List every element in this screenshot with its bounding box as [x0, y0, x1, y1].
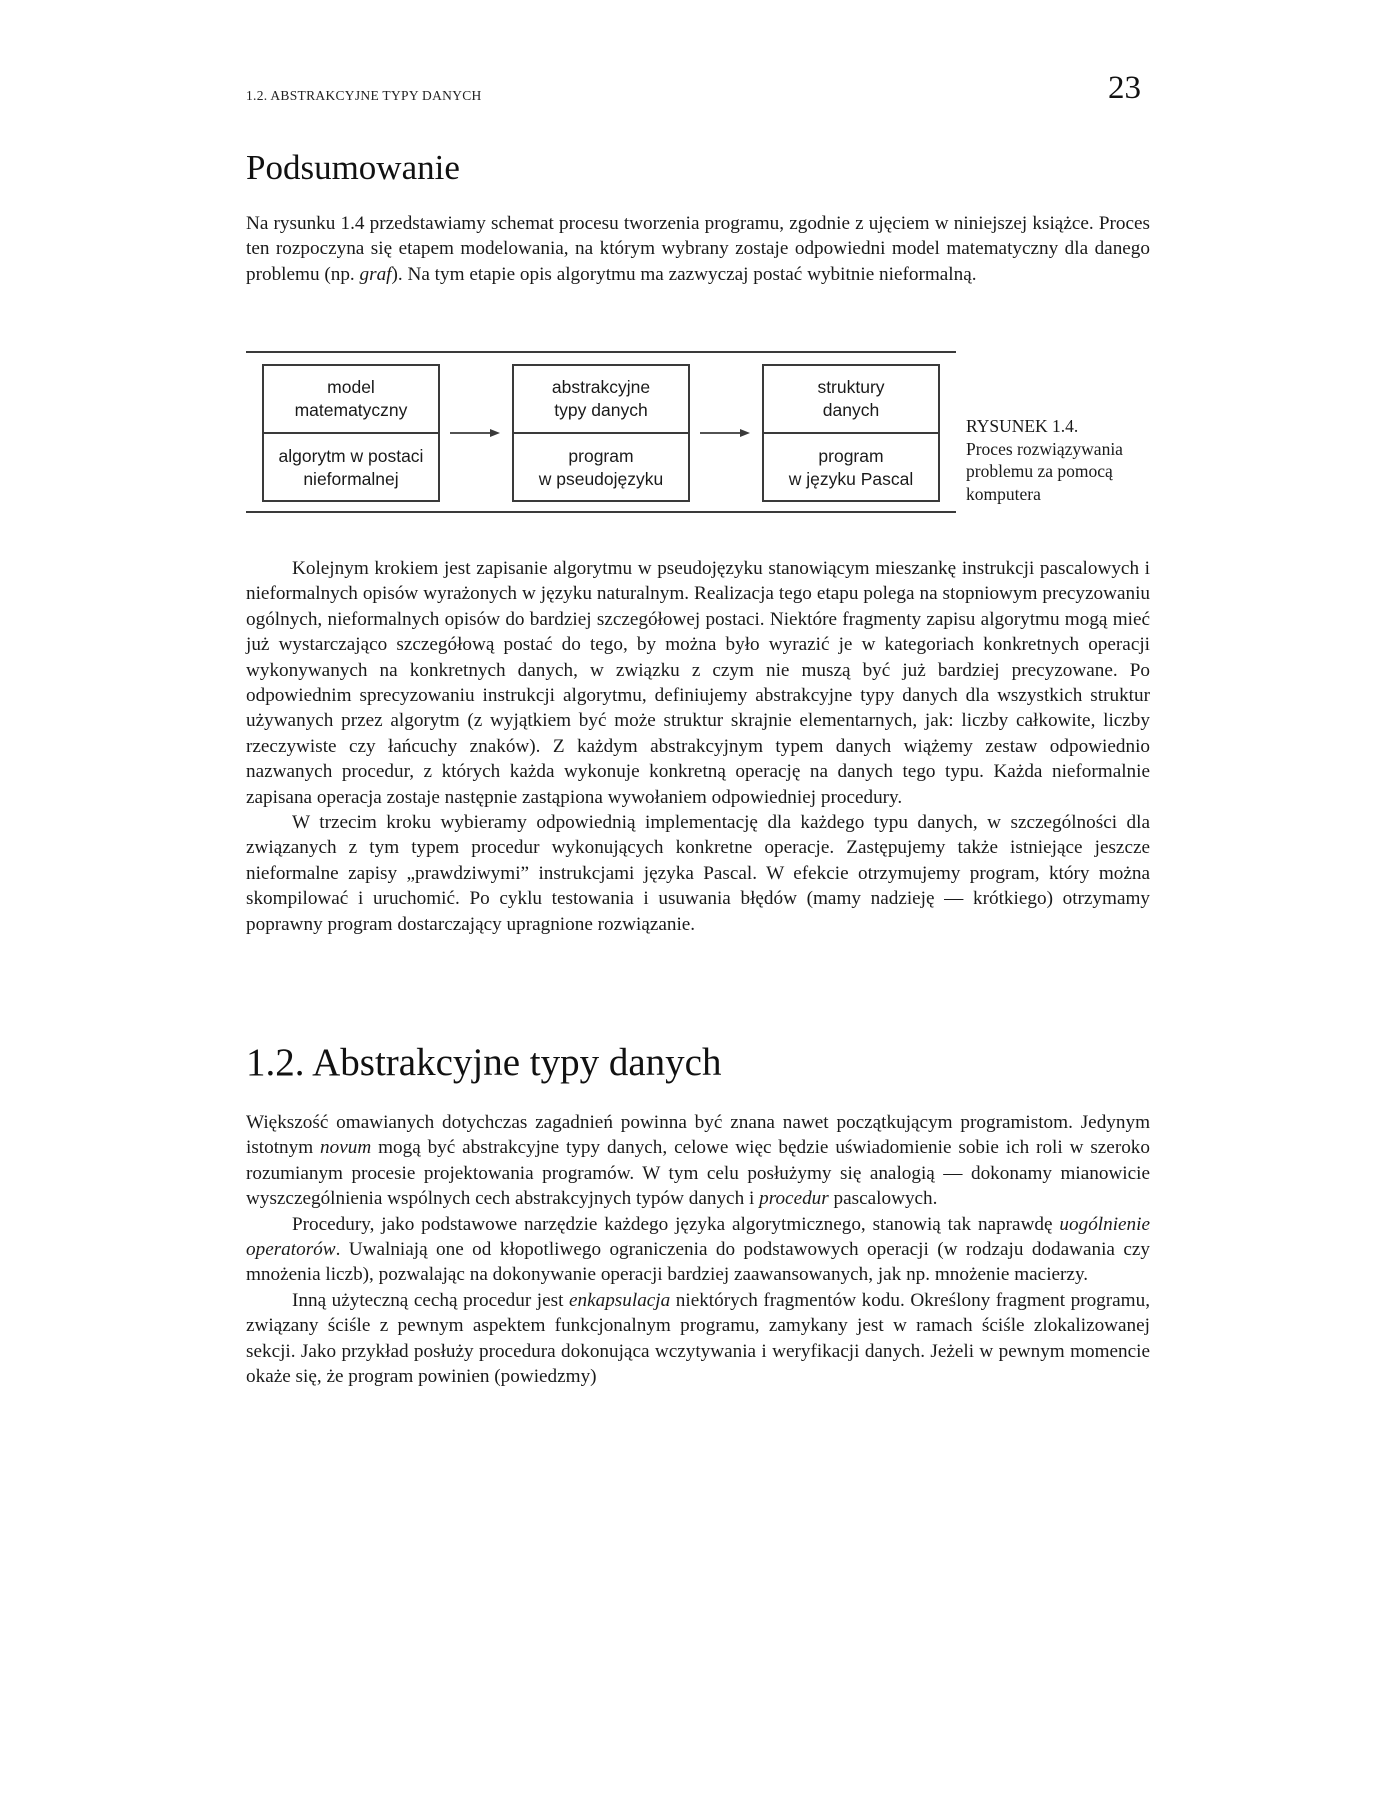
figure-caption-text: Proces rozwiązywania problemu za pomocą komputera: [966, 438, 1123, 504]
section-emphasis-operators: uogólnienie operatorów: [246, 1213, 1150, 1261]
box-upper-cell: [264, 366, 438, 434]
box-text: nieformalnej: [303, 469, 399, 489]
section-text: niektórych fragmentów kodu. Określony fragment programu, związany ściśle z pewnym aspektem funkcjonalnym programu, zamykany jest w ramach ściśle zlokalizowanej sekcji. Jako przykład posłuży procedura dokonująca wczytywania i weryfikacji danych. Jeżeli w pewnym momencie okaże się, że program powinien (powiedzmy): [246, 1289, 1150, 1388]
box-text: typy danych: [554, 400, 648, 420]
box-lower-cell: [264, 434, 438, 502]
intro-text-a: Na rysunku 1.4 przedstawiamy schemat procesu tworzenia programu, zgodnie z ujęciem w niniejszej książce. Proces ten rozpoczyna się etapem modelowania, na którym wybrany zostaje odpowiedni model matematyczny dla danego problemu (np.: [246, 213, 1150, 285]
box-text: program: [568, 446, 634, 466]
intro-text-b: ). Na tym etapie opis algorytmu ma zazwyczaj postać wybitnie nieformalną.: [391, 263, 977, 285]
body-paragraph-1: Kolejnym krokiem jest zapisanie algorytmu w pseudojęzyku stanowiącym mieszankę instrukcji pascalowych i nieformalnych opisów wyrażonych w języku naturalnym. Realizacja tego etapu polega na stopniowym precyzowaniu ogólnych, nieformalnych opisów do bardziej szczegółowej postaci. Niektóre fragmenty zapisu algorytmu mogą mieć już wystarczająco szczegółową postać do tego, by można było wyrazić je w kategoriach konkretnych operacji wykonywanych na konkretnych danych, w związku z czym nie muszą być już bardziej precyzowane. Po odpowiednim sprecyzowaniu instrukcji algorytmu, definiujemy abstrakcyjne typy danych dla wszystkich struktur używanych przez algorytm (z wyjątkiem być może struktur skrajnie elementarnych, jak: liczby całkowite, liczby rzeczywiste czy łańcuchy znaków). Z każdym abstrakcyjnym typem danych wiążemy zestaw odpowiednio nazwanych procedur, z których każda wykonuje konkretną operację na danych tego typu. Każda nieformalnie zapisana operacja zostaje następnie zastąpiona wywołaniem odpowiedniej procedury.: [246, 558, 1150, 808]
section-text: Inną użyteczną cechą procedur jest: [292, 1289, 569, 1311]
section-paragraph-1: [246, 1110, 1150, 1212]
section-body: [246, 1110, 1150, 1389]
section-text: . Uwalniają one od kłopotliwego ograniczenia do podstawowych operacji (w rodzaju dodawania czy mnożenia liczb), pozwalając na dokonywanie operacji bardziej zaawansowanych, jak np. mnożenie macierzy.: [246, 1239, 1150, 1286]
box-text: model: [327, 377, 375, 397]
intro-emphasis: graf: [359, 263, 392, 285]
section-text: Większość omawianych dotychczas zagadnień powinna być znana nawet początkującym programistom. Jedynym istotnym: [246, 1112, 1150, 1159]
figure-box-adt: [512, 364, 690, 502]
section-emphasis-procedur: procedur: [759, 1188, 829, 1210]
section-paragraph-3: [246, 1288, 1150, 1390]
box-upper-cell: [764, 366, 938, 434]
box-text: algorytm w postaci: [278, 446, 424, 466]
figure-box-structures: [762, 364, 940, 502]
figure-box-model: [262, 364, 440, 502]
section-emphasis-encapsulation: enkapsulacja: [568, 1289, 671, 1311]
section-title: 1.2. Abstrakcyjne typy danych: [246, 1041, 722, 1084]
intro-paragraph: [246, 211, 1150, 287]
box-text: program: [818, 446, 884, 466]
box-text: struktury: [817, 377, 885, 397]
body-paragraph-2: W trzecim kroku wybieramy odpowiednią implementację dla każdego typu danych, w szczególności dla związanych z tym typem procedur wykonujących konkretne operacje. Zastępujemy także istniejące jeszcze nieformalne zapisy „prawdziwymi” instrukcjami języka Pascal. W efekcie otrzymujemy program, który można skompilować i uruchomić. Po cyklu testowania i usuwania błędów (mamy nadzieję — krótkiego) otrzymamy poprawny program dostarczający upragnione rozwiązanie.: [246, 812, 1150, 935]
section-text: Procedury, jako podstawowe narzędzie każdego języka algorytmicznego, stanowią tak naprawdę: [292, 1213, 1060, 1235]
page-number: 23: [1108, 70, 1141, 106]
body-block: [246, 556, 1150, 937]
subsection-title: Podsumowanie: [246, 148, 460, 187]
figure-bottom-rule: [246, 511, 956, 513]
box-text: danych: [822, 400, 880, 420]
box-text: w języku Pascal: [788, 469, 914, 489]
figure-caption: [966, 415, 1156, 505]
box-lower-cell: [514, 434, 688, 502]
figure-top-rule: [246, 351, 956, 353]
box-text: abstrakcyjne: [551, 377, 651, 397]
box-lower-cell: [764, 434, 938, 502]
section-text: pascalowych.: [828, 1188, 938, 1210]
section-emphasis-novum: novum: [320, 1137, 372, 1159]
running-head: 1.2. ABSTRAKCYJNE TYPY DANYCH: [246, 88, 482, 103]
section-text: mogą być abstrakcyjne typy danych, celowe więc będzie uświadomienie sobie ich roli w szeroko rozumianym procesie projektowania programów. W tym celu posłużymy się analogią — dokonamy mianowicie wyszczególnienia wspólnych cech abstrakcyjnych typów danych i: [246, 1137, 1150, 1210]
right-arrow-icon: [700, 425, 752, 441]
figure-caption-label: RYSUNEK 1.4.: [966, 416, 1079, 436]
box-text: w pseudojęzyku: [538, 469, 664, 489]
box-text: matematyczny: [294, 400, 408, 420]
right-arrow-icon: [450, 425, 502, 441]
box-upper-cell: [514, 366, 688, 434]
section-paragraph-2: [246, 1212, 1150, 1288]
